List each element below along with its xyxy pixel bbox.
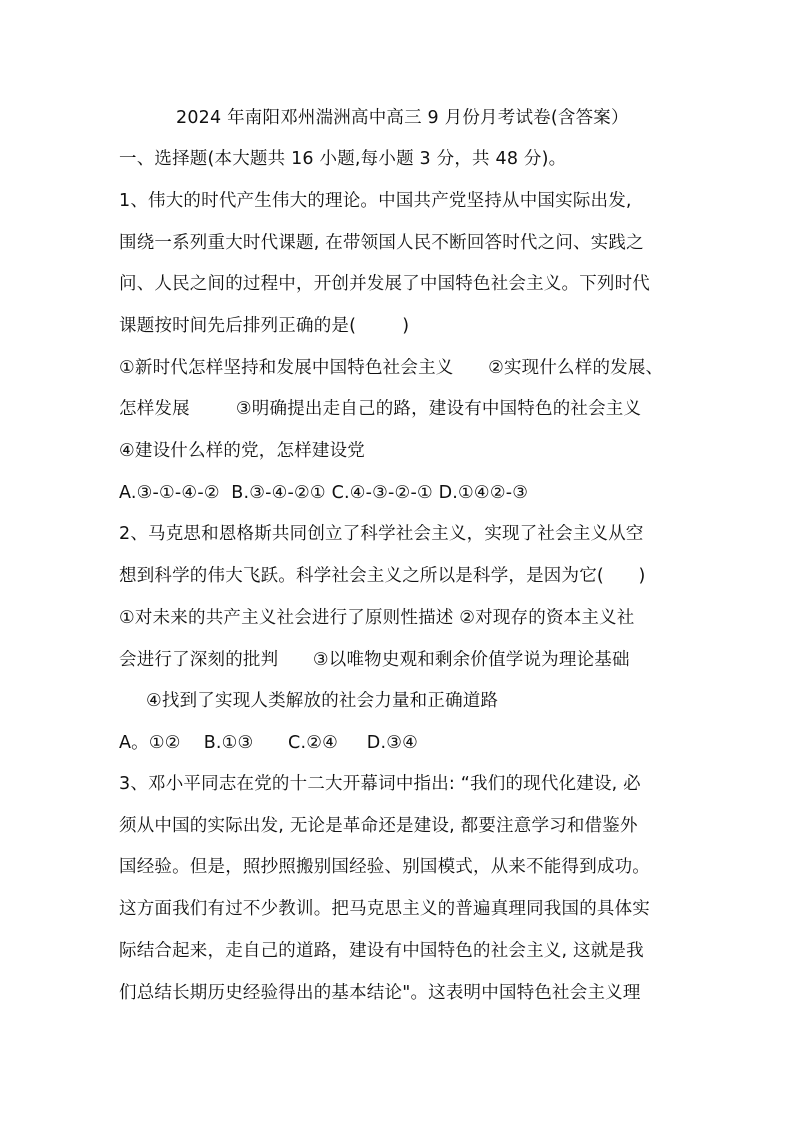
- question-text-line: 须从中国的实际出发, 无论是革命还是建设, 都要注意学习和借鉴外: [119, 816, 638, 836]
- question-text-line: 问、人民之间的过程中，开创并发展了中国特色社会主义。下列时代: [119, 274, 650, 294]
- question-text-line: 国经验。但是，照抄照搬别国经验、别国模式，从来不能得到成功。: [119, 857, 650, 877]
- question-option-line: ④建设什么样的党，怎样建设党: [119, 441, 365, 461]
- question-text-line: 想到科学的伟大飞跃。科学社会主义之所以是科学，是因为它( ): [119, 566, 646, 586]
- answer-choices: A.③-①-④-② B.③-④-②① C.④-③-②-① D.①④②-③: [119, 483, 529, 503]
- question-text-line: 这方面我们有过不少教训。把马克思主义的普遍真理同我国的具体实: [119, 899, 650, 919]
- question-text-line: 际结合起来，走自己的道路，建设有中国特色的社会主义, 这就是我: [119, 941, 644, 961]
- document-title: 2024 年南阳邓州湍洲高中高三 9 月份月考试卷(含答案）: [176, 108, 629, 128]
- question-text-line: 课题按时间先后排列正确的是( ): [119, 316, 410, 336]
- question-option-line: ④找到了实现人类解放的社会力量和正确道路: [146, 691, 499, 711]
- question-text-line: 3、邓小平同志在党的十二大开幕词中指出: “我们的现代化建设, 必: [119, 774, 641, 794]
- section-heading: 一、选择题(本大题共 16 小题,每小题 3 分，共 48 分)。: [119, 149, 567, 169]
- question-text-line: 们总结长期历史经验得出的基本结论"。这表明中国特色社会主义理: [119, 983, 641, 1003]
- question-text-line: 围绕一系列重大时代课题, 在带领国人民不断回答时代之问、实践之: [119, 233, 644, 253]
- question-option-line: 会进行了深刻的批判 ③以唯物史观和剩余价值学说为理论基础: [119, 650, 630, 670]
- question-option-line: ①对未来的共产主义社会进行了原则性描述 ②对现存的资本主义社: [119, 608, 635, 628]
- question-option-line: ①新时代怎样坚持和发展中国特色社会主义 ②实现什么样的发展、: [119, 358, 664, 378]
- question-option-line: 怎样发展 ③明确提出走自己的路，建设有中国特色的社会主义: [119, 399, 642, 419]
- answer-choices: A。①② B.①③ C.②④ D.③④: [119, 733, 419, 753]
- question-text-line: 2、马克思和恩格斯共同创立了科学社会主义，实现了社会主义从空: [119, 524, 644, 544]
- question-text-line: 1、伟大的时代产生伟大的理论。中国共产党坚持从中国实际出发,: [119, 191, 632, 211]
